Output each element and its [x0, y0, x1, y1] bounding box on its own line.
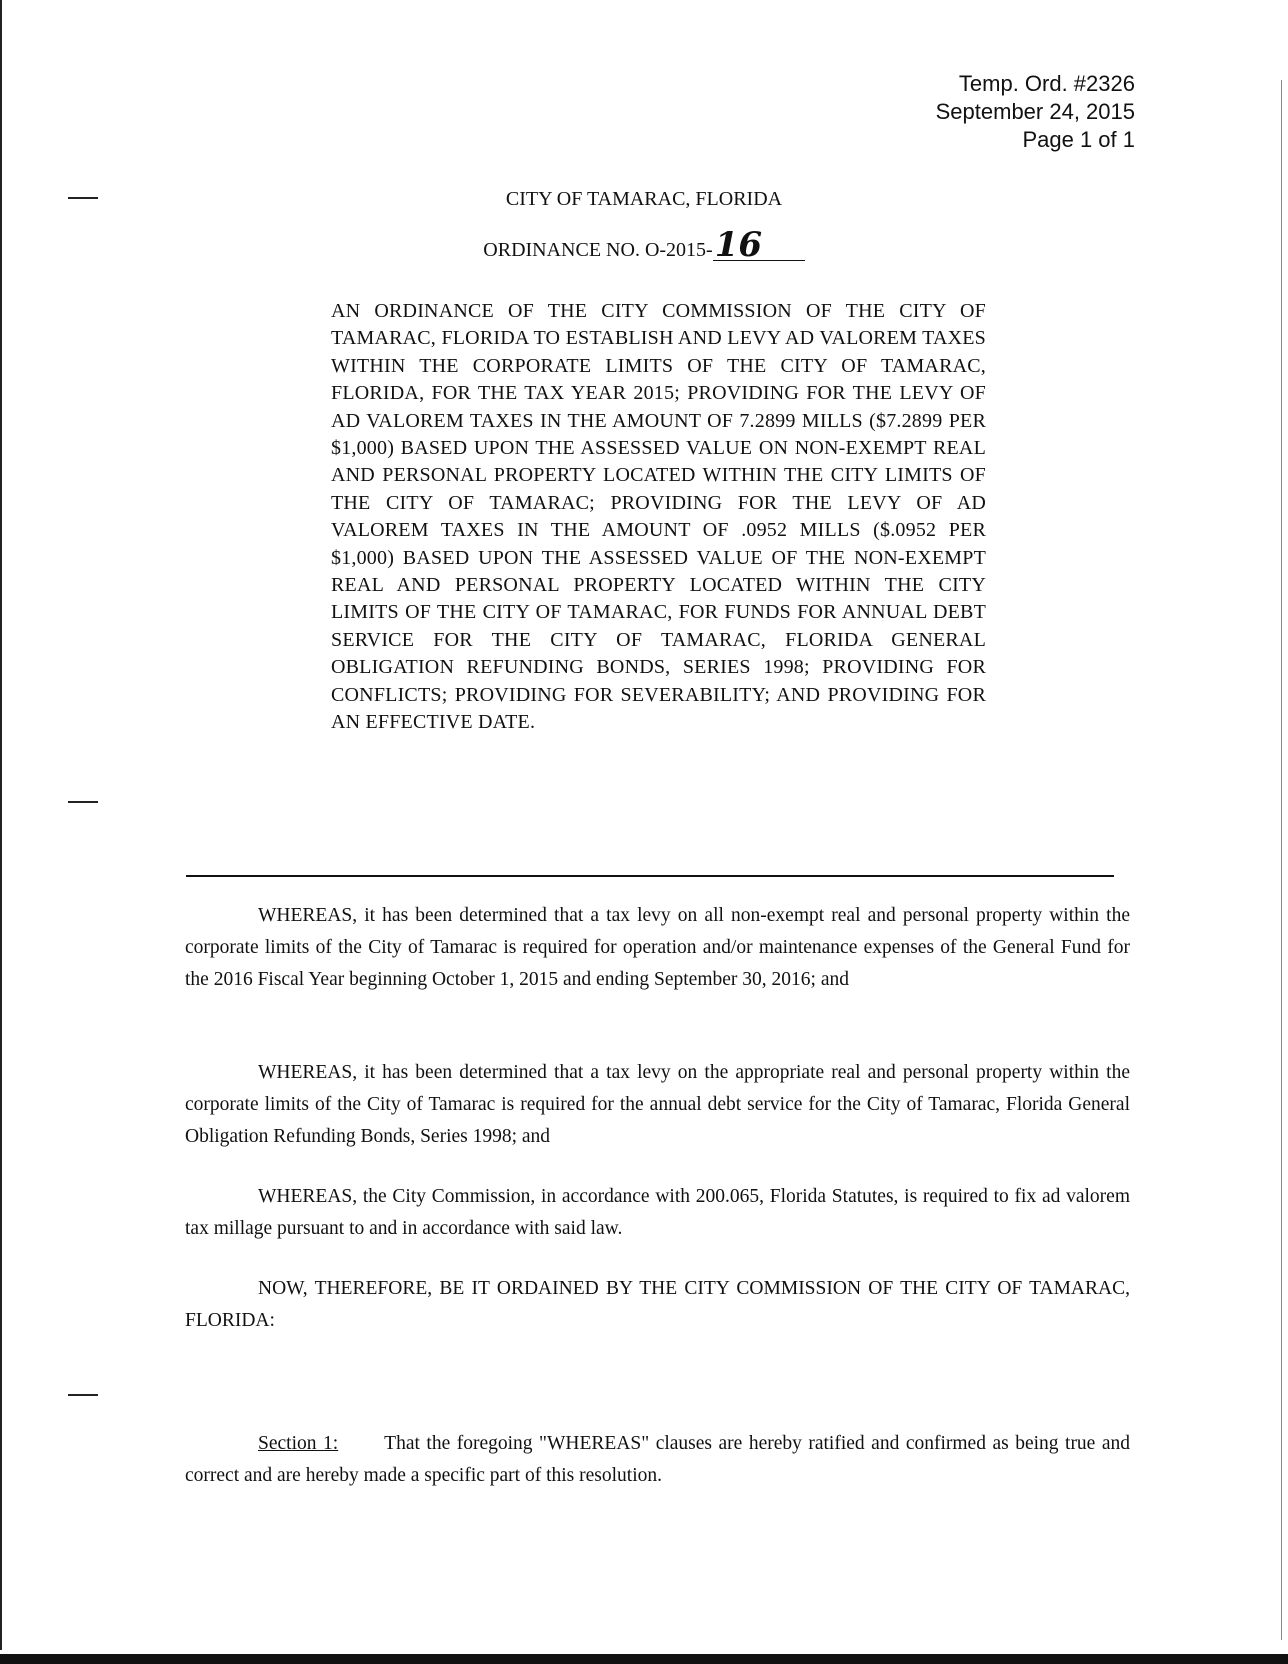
page-indicator: Page 1 of 1 [1022, 127, 1135, 152]
separator-rule [186, 875, 1114, 877]
city-title: CITY OF TAMARAC, FLORIDA [505, 188, 783, 210]
scan-right-edge [1281, 80, 1282, 1640]
whereas-paragraph-2: WHEREAS, it has been determined that a tax levy on the appropriate real and personal property within the corporate limits of the City of Tamarac is required for the annual debt service for the City of Tamarac, Florida General Obligation Refunding Bonds, Series 1998; and [185, 1062, 1130, 1147]
temp-ord-number: Temp. Ord. #2326 [958, 71, 1135, 96]
handwritten-ordinance-number: 16 [713, 230, 805, 261]
scan-bottom-edge [0, 1654, 1288, 1664]
ordinance-number-line [0, 225, 1288, 265]
ordinance-label: ORDINANCE NO. O-2015- [483, 239, 713, 261]
now-therefore-paragraph: NOW, THEREFORE, BE IT ORDAINED BY THE CITY COMMISSION OF THE CITY OF TAMARAC, FLORIDA: [185, 1278, 1130, 1331]
margin-mark [68, 1394, 98, 1396]
header-date: September 24, 2015 [935, 99, 1135, 124]
ordinance-title-paragraph: AN ORDINANCE OF THE CITY COMMISSION OF THE CITY OF TAMARAC, FLORIDA TO ESTABLISH AND LEVY AD VALOREM TAXES WITHIN THE CORPORATE LIMITS OF THE CITY OF TAMARAC, FLORIDA, FOR THE TAX YEAR 2015; PROVIDING FOR THE LEVY OF AD VALOREM TAXES IN THE AMOUNT OF 7.2899 MILLS ($7.2899 PER $1,000) BASED UPON THE ASSESSED VALUE ON NON-EXEMPT REAL AND PERSONAL PROPERTY LOCATED WITHIN THE CITY LIMITS OF THE CITY OF TAMARAC; PROVIDING FOR THE LEVY OF AD VALOREM TAXES IN THE AMOUNT OF .0952 MILLS ($.0952 PER $1,000) BASED UPON THE ASSESSED VALUE OF THE NON-EXEMPT REAL AND PERSONAL PROPERTY LOCATED WITHIN THE CITY LIMITS OF THE CITY OF TAMARAC, FOR FUNDS FOR ANNUAL DEBT SERVICE FOR THE CITY OF TAMARAC, FLORIDA GENERAL OBLIGATION REFUNDING BONDS, SERIES 1998; PROVIDING FOR CONFLICTS; PROVIDING FOR SEVERABILITY; AND PROVIDING FOR AN EFFECTIVE DATE. [331, 300, 986, 734]
margin-mark [68, 801, 98, 803]
document-header [936, 70, 1135, 154]
section-1-paragraph [185, 1428, 1130, 1492]
section-1-text: That the foregoing "WHEREAS" clauses are hereby ratified and confirmed as being true and correct and are hereby made a specific part of this resolution. [185, 1433, 1130, 1486]
whereas-paragraph-1: WHEREAS, it has been determined that a tax levy on all non-exempt real and personal property within the corporate limits of the City of Tamarac is required for operation and/or maintenance expenses of the General Fund for the 2016 Fiscal Year beginning October 1, 2015 and ending September 30, 2016; and [185, 905, 1130, 990]
section-1-label: Section 1: [258, 1433, 339, 1454]
whereas-paragraph-3: WHEREAS, the City Commission, in accordance with 200.065, Florida Statutes, is required to fix ad valorem tax millage pursuant to and in accordance with said law. [185, 1186, 1130, 1239]
